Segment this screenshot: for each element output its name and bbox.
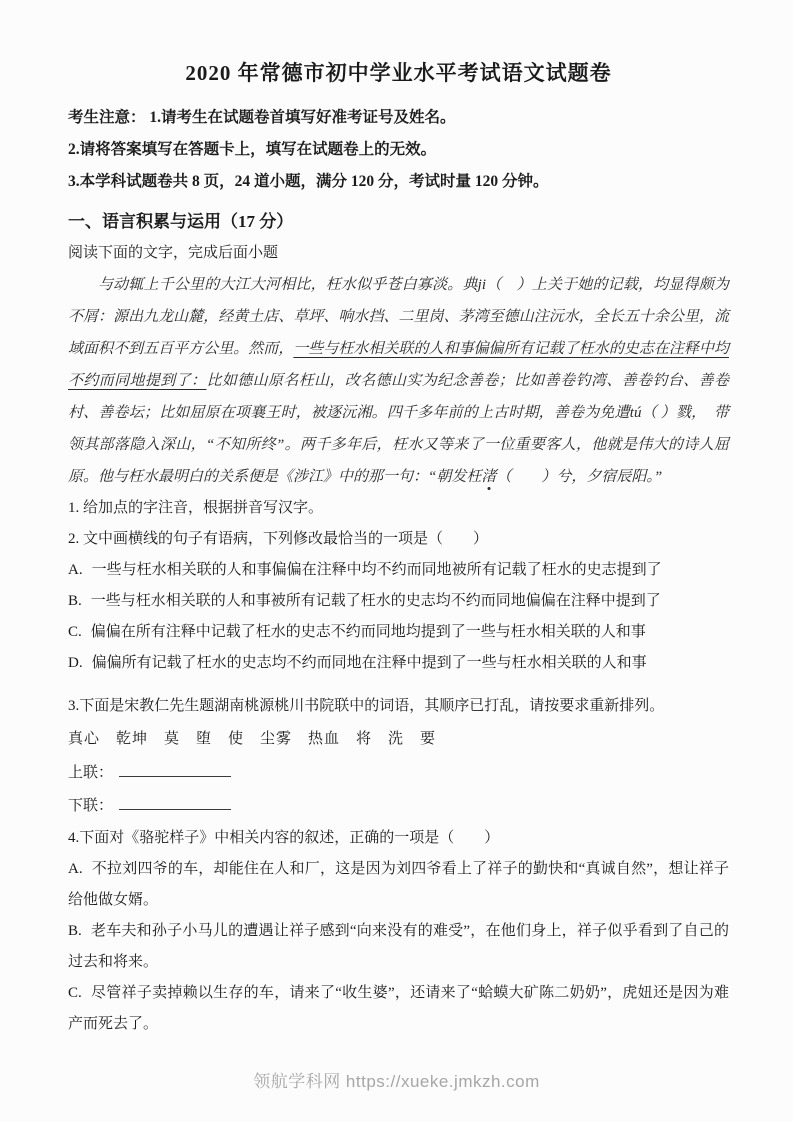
question-1: 1. 给加点的字注音，根据拼音写汉字。 <box>68 500 324 516</box>
question-2-option-d <box>68 648 729 679</box>
word-bank: 真心 乾坤 莫 堕 使 尘雾 热血 将 洗 要 <box>68 731 437 747</box>
passage-segment-1: 与动辄上千公里的大江大河相比，枉水似乎苍白寡淡。典ji（ ）上关于她的记载，均显得颇为不屑：源出九龙山麓，经黄土店、草坪、响水挡、二里岗、茅湾至德山注沅水，全长五十余公里，流域面积不到五百平方公里。然而， <box>68 277 729 357</box>
option-a-text: 一些与枉水相关联的人和事偏偏在注释中均不约而同地被所有记载了枉水的史志提到了 <box>91 562 662 578</box>
option-b-label: B. <box>68 593 82 609</box>
answer-blank-second <box>119 795 231 810</box>
option-b-text: 一些与枉水相关联的人和事被所有记载了枉水的史志均不约而同地偏偏在注释中提到了 <box>90 593 661 609</box>
reading-intro: 阅读下面的文字，完成后面小题 <box>68 245 279 261</box>
question-4-option-b <box>68 916 729 978</box>
reading-passage <box>68 269 729 493</box>
option-c-label: C. <box>68 624 82 640</box>
passage-segment-2: 比如德山原名枉山，改名德山实为纪念善卷；比如善卷钓湾、善卷钓台、善卷村、善卷坛；比如屈原在项襄王时，被逐沅湘。四千多年前的上古时期，善卷为免遭tú（ ）戮， 带领其部落隐入深山，“不知所终”。两千多年后，枉水又等来了一位重要客人，他就是伟大的诗人屈原。他与枉水最明白的关系便是《涉江》中的那一句：“朝发枉 <box>68 373 729 485</box>
question-4-option-c <box>68 978 729 1040</box>
couplet-second-line <box>68 790 729 823</box>
question-3: 3.下面是宋教仁先生题湖南桃源桃川书院联中的词语，其顺序已打乱，请按要求重新排列。 <box>68 698 665 714</box>
option-d-text: 偏偏所有记载了枉水的史志均不约而同地在注释中提到了一些与枉水相关联的人和事 <box>91 655 647 671</box>
question-4: 4.下面对《骆驼样子》中相关内容的叙述，正确的一项是（ ） <box>68 830 500 846</box>
passage-underlined-segment: 一些与枉水相关联的人和事偏偏所有记载了枉水的史志在注释中均不约而同地提到了： <box>68 341 729 389</box>
passage-dotted-char: 渚 <box>481 469 497 485</box>
question-2: 2. 文中画横线的句子有语病，下列修改最恰当的一项是（ ） <box>68 531 489 547</box>
option-a-text: 不拉刘四爷的车，却能住在人和厂，这是因为刘四爷看上了祥子的勤快和“真诚自然”，想让祥子给他做女婿。 <box>68 861 729 908</box>
section-1-heading: 一、语言积累与运用（17 分） <box>68 212 294 231</box>
watermark: 领航学科网 https://xueke.jmkzh.com <box>253 1072 540 1091</box>
document-title: 2020 年常德市初中学业水平考试语文试题卷 <box>185 61 612 85</box>
answer-blank-first <box>119 762 231 777</box>
option-b-text: 老车夫和孙子小马儿的遭遇让祥子感到“向来没有的难受”，在他们身上，祥子似乎看到了自己的过去和将来。 <box>68 923 729 970</box>
couplet-second-label: 下联： <box>68 798 114 814</box>
passage-segment-3: （ ）兮，夕宿辰阳。” <box>496 469 663 485</box>
option-c-text: 偏偏在所有注释中记载了枉水的史志不约而同地均提到了一些与枉水相关联的人和事 <box>90 624 646 640</box>
option-d-label: D. <box>68 655 83 671</box>
question-4-option-a <box>68 854 729 916</box>
question-2-option-b <box>68 586 729 617</box>
option-a-label: A. <box>68 562 83 578</box>
notice-line-2: 2.请将答案填写在答题卡上，填写在试题卷上的无效。 <box>68 141 437 158</box>
option-a-label: A. <box>68 861 83 877</box>
couplet-first-label: 上联： <box>68 765 114 781</box>
question-2-option-c <box>68 617 729 648</box>
couplet-first-line <box>68 757 729 790</box>
notice-line-3: 3.本学科试题卷共 8 页，24 道小题，满分 120 分，考试时量 120 分钟。 <box>68 173 549 190</box>
option-b-label: B. <box>68 923 82 939</box>
option-c-text: 尽管祥子卖掉赖以生存的车，请来了“收生婆”，还请来了“蛤蟆大矿陈二奶奶”，虎妞还是因为难产而死去了。 <box>68 985 729 1032</box>
question-2-option-a <box>68 555 729 586</box>
option-c-label: C. <box>68 985 82 1001</box>
notice-line-1: 考生注意： 1.请考生在试题卷首填写好准考证号及姓名。 <box>68 109 456 126</box>
